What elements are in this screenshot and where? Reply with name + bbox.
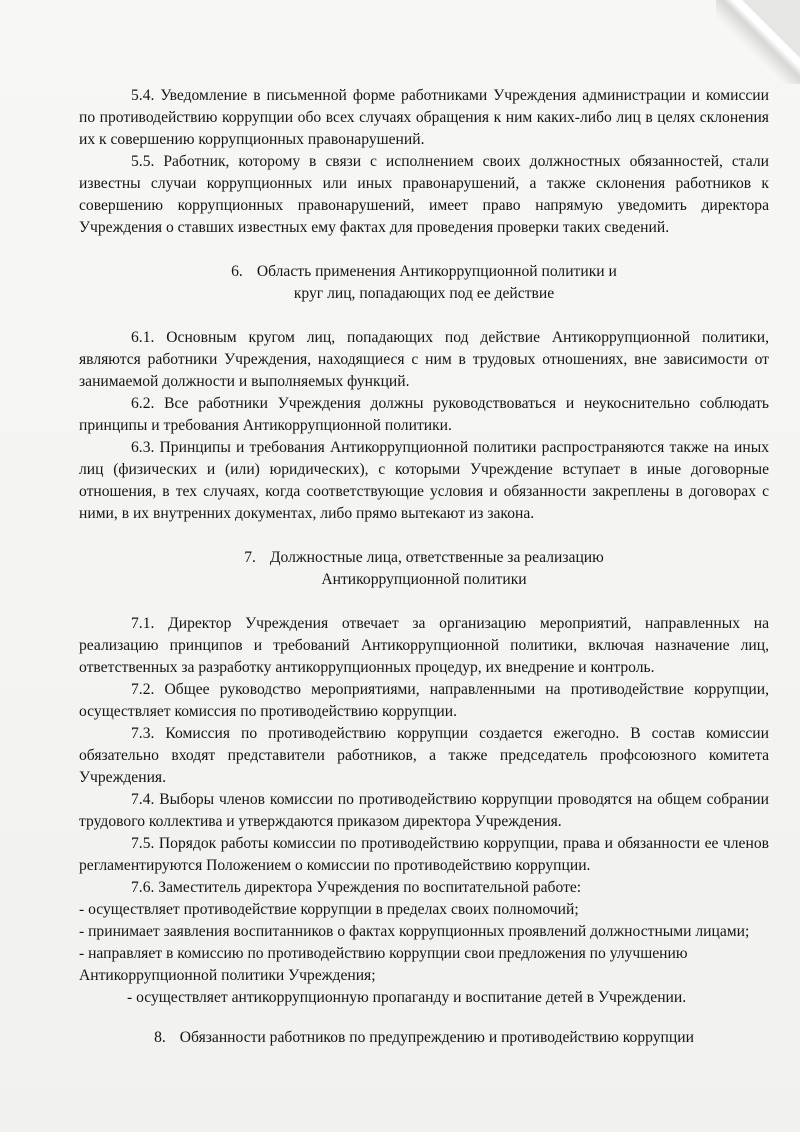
paragraph-6-1: 6.1. Основным кругом лиц, попадающих под действие Антикоррупционной политики, являются работники Учреждения, находящиеся с ним в трудовых отношениях, вне зависимости от занимаемой должности и выполняемых функций. xyxy=(79,329,769,390)
paragraph-7-2: 7.2. Общее руководство мероприятиями, направленными на противодействие коррупции, осуществляет комиссия по противодействию коррупции. xyxy=(79,681,769,720)
paragraph-7-3: 7.3. Комиссия по противодействию коррупции создается ежегодно. В состав комиссии обязательно входят представители работников, а также председатель профсоюзного комитета Учреждения. xyxy=(79,725,769,786)
section-6-title-line2: круг лиц, попадающих под ее действие xyxy=(293,285,555,302)
paragraph-5-5: 5.5. Работник, которому в связи с исполнением своих должностных обязанностей, стали известны случаи коррупционных или иных правонарушений, а также склонения работников к совершению коррупционных правонарушений, имеет право напрямую уведомить директора Учреждения о ставших известных ему фактах для проведения проверки таких сведений. xyxy=(79,153,769,236)
paragraph-6-2: 6.2. Все работники Учреждения должны руководствоваться и неукоснительно соблюдать принципы и требования Антикоррупционной политики. xyxy=(79,395,769,434)
page-fold xyxy=(742,0,800,58)
paragraph-7-5: 7.5. Порядок работы комиссии по противодействию коррупции, права и обязанности ее членов регламентируются Положением о комиссии по противодействию коррупции. xyxy=(79,835,769,874)
duty-item: - осуществляет антикоррупционную пропаганду и воспитание детей в Учреждении. xyxy=(127,989,687,1006)
duty-item: - принимает заявления воспитанников о фактах коррупционных проявлений должностными лицами; xyxy=(79,923,750,940)
paragraph-7-4: 7.4. Выборы членов комиссии по противодействию коррупции проводятся на общем собрании трудового коллектива и утверждаются приказом директора Учреждения. xyxy=(79,791,769,830)
section-8-heading xyxy=(79,1027,769,1049)
section-6-number: 6. xyxy=(231,263,243,280)
section-6-title-line1: Область применения Антикоррупционной политики и xyxy=(256,263,617,280)
duty-item: - направляет в комиссию по противодействию коррупции свои предложения по улучшению Антикоррупционной политики Учреждения; xyxy=(79,945,688,984)
section-6-heading xyxy=(79,261,769,305)
section-8-number: 8. xyxy=(154,1029,166,1046)
duties-list xyxy=(79,899,769,1009)
section-7-heading xyxy=(79,547,769,591)
section-7-title-line1: Должностные лица, ответственные за реализацию xyxy=(269,549,604,566)
document-content xyxy=(79,85,769,1049)
duty-item: - осуществляет противодействие коррупции в пределах своих полномочий; xyxy=(79,901,579,918)
paragraph-7-1: 7.1. Директор Учреждения отвечает за организацию мероприятий, направленных на реализацию принципов и требований Антикоррупционной политики, включая назначение лиц, ответственных за разработку антикоррупционных процедур, их внедрение и контроль. xyxy=(79,615,769,676)
section-8-title: Обязанности работников по предупреждению и противодействию коррупции xyxy=(179,1029,694,1046)
section-7-number: 7. xyxy=(244,549,256,566)
paragraph-7-6: 7.6. Заместитель директора Учреждения по воспитательной работе: xyxy=(131,879,582,896)
section-7-title-line2: Антикоррупционной политики xyxy=(321,571,527,588)
paragraph-6-3: 6.3. Принципы и требования Антикоррупционной политики распространяются также на иных лиц (физических и (или) юридических), с которыми Учреждение вступает в иные договорные отношения, в тех случаях, когда соответствующие условия и обязанности закреплены в договорах с ними, в их внутренних документах, либо прямо вытекают из закона. xyxy=(79,439,769,522)
paragraph-5-4: 5.4. Уведомление в письменной форме работниками Учреждения администрации и комиссии по противодействию коррупции обо всех случаях обращения к ним каких-либо лиц в целях склонения их к совершению коррупционных правонарушений. xyxy=(79,87,769,148)
